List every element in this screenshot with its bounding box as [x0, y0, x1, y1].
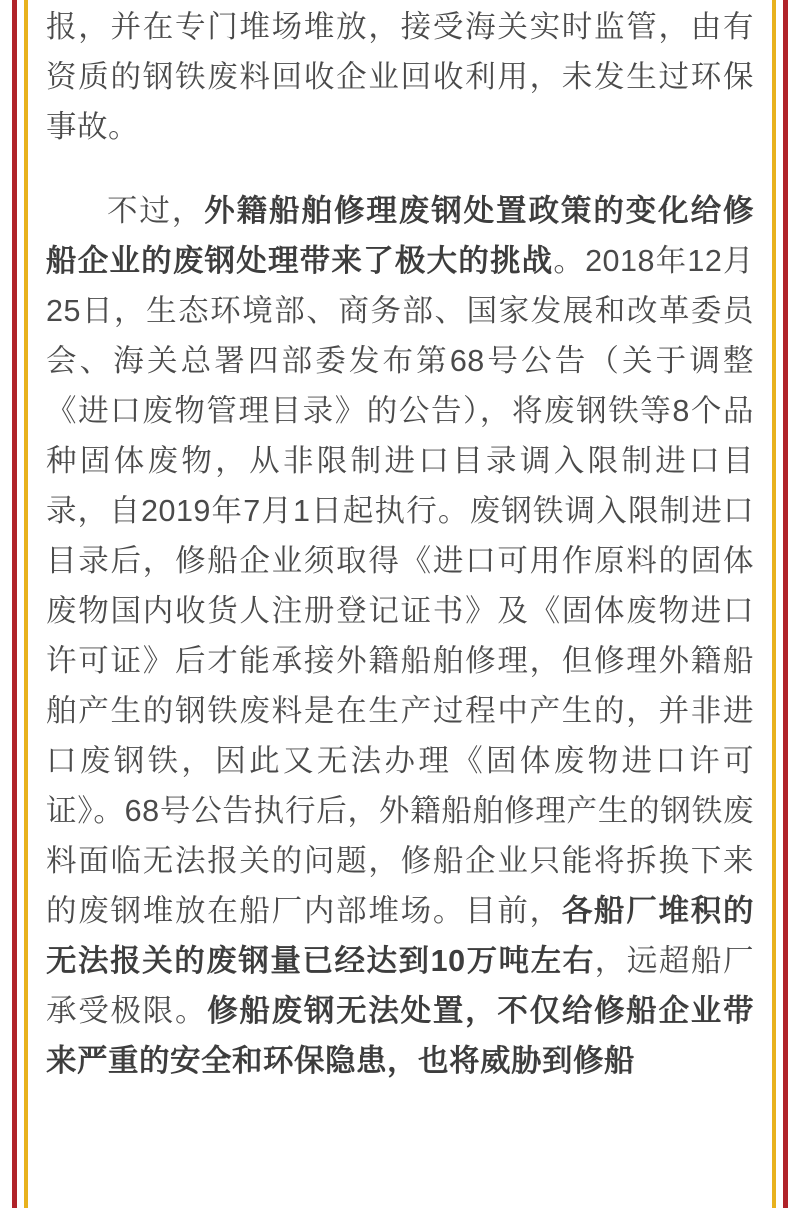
left-inner-rule: [24, 0, 28, 1208]
article-body: [46, 0, 754, 1208]
segment-emphasis-risk: 修船废钢无法处置，不仅给修船企业带来严重的安全和环保隐患，也将威胁到修船: [46, 994, 754, 1078]
left-outer-rule: [12, 0, 17, 1208]
segment-lead: 不过，: [107, 194, 205, 228]
right-inner-rule: [772, 0, 776, 1208]
segment-limit: ，远超船厂承受极限。: [46, 944, 754, 1028]
right-outer-rule: [783, 0, 788, 1208]
segment-emphasis-tonnage: 各船厂堆积的无法报关的废钢量已经达到10万吨左右: [46, 894, 754, 978]
paragraph-continued: [46, 0, 754, 152]
segment-detail: 。2018年12月25日，生态环境部、商务部、国家发展和改革委员会、海关总署四部委发布第68号公告（关于调整《进口废物管理目录》的公告），将废钢铁等8个品种固体废物，从非限制进口目录调入限制进口目录，自2019年7月1日起执行。废钢铁调入限制进口目录后，修船企业须取得《进口可用作原料的固体废物国内收货人注册登记证书》及《固体废物进口许可证》后才能承接外籍船舶修理，但修理外籍船舶产生的钢铁废料是在生产过程中产生的，并非进口废钢铁，因此又无法办理《固体废物进口许可证》。68号公告执行后，外籍船舶修理产生的钢铁废料面临无法报关的问题，修船企业只能将拆换下来的废钢堆放在船厂内部堆场。目前，: [46, 244, 754, 928]
paragraph-policy-change: [46, 186, 754, 1086]
segment-emphasis-policy: 外籍船舶修理废钢处置政策的变化给修船企业的废钢处理带来了极大的挑战: [46, 194, 754, 278]
paragraph-continued-text: 报，并在专门堆场堆放，接受海关实时监管，由有资质的钢铁废料回收企业回收利用，未发生过环保事故。: [46, 10, 754, 144]
